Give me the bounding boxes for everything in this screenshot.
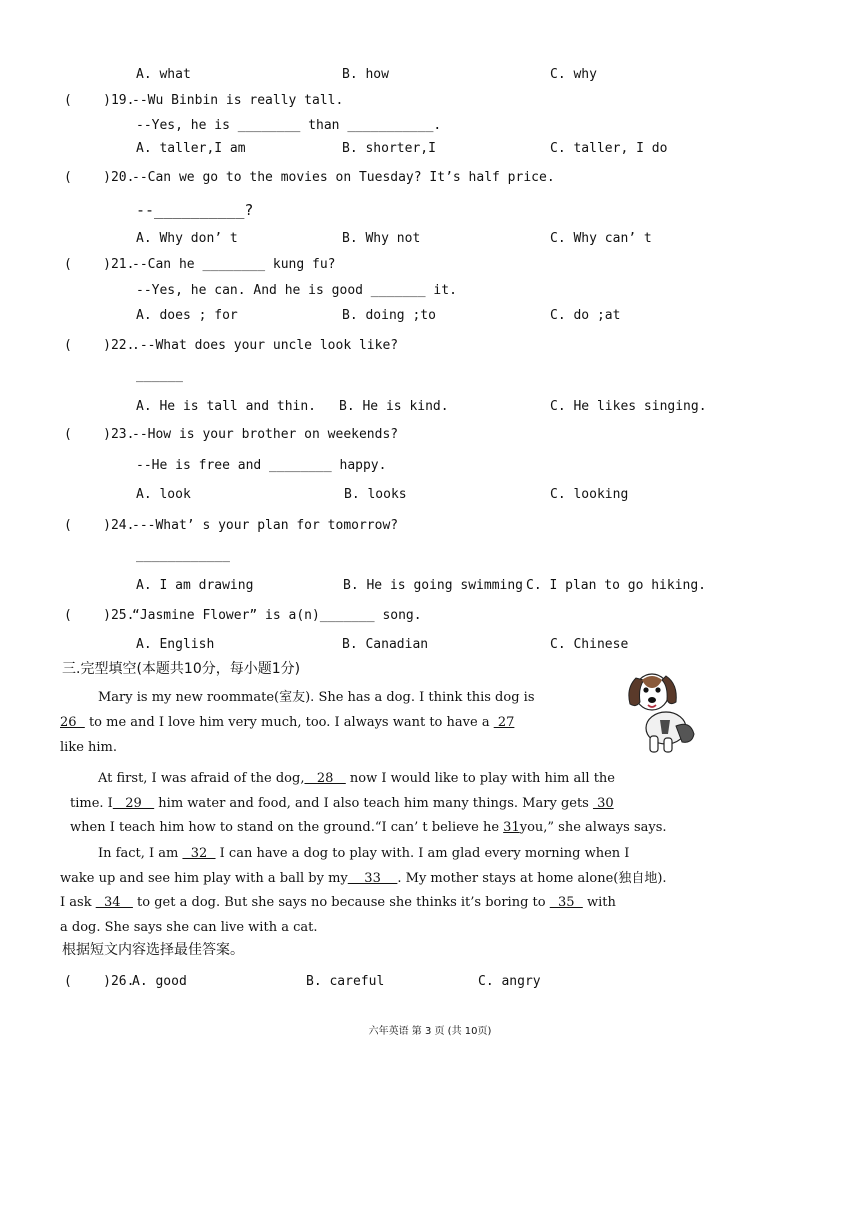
q21-stem: --Can he ________ kung fu? bbox=[132, 257, 336, 272]
q20-option-c: C. Why can’ t bbox=[550, 231, 652, 246]
section3-title: 三.完型填空(本题共10分，每小题1分) bbox=[62, 661, 301, 677]
p3-line4: a dog. She says she can live with a cat. bbox=[60, 920, 318, 935]
blank-35: 35 bbox=[549, 895, 583, 910]
p1-line2-text: to me and I love him very much, too. I always want to have a bbox=[84, 715, 494, 730]
q22-line2: ______ bbox=[136, 368, 183, 383]
p2-line2-text-a: time. I bbox=[70, 796, 113, 811]
q21-answer-paren: ( )21. bbox=[64, 257, 135, 272]
p3-line1 bbox=[98, 846, 629, 862]
p2-line1-text-a: At first, I was afraid of the dog, bbox=[98, 771, 305, 786]
p3-line3 bbox=[60, 895, 616, 911]
p3-line3-text-a: I ask bbox=[60, 895, 96, 910]
q26-option-c: C. angry bbox=[478, 974, 541, 989]
blank-29: 29 bbox=[112, 796, 155, 811]
q19-option-c: C. taller, I do bbox=[550, 141, 668, 156]
q19-stem: --Wu Binbin is really tall. bbox=[132, 93, 344, 108]
q24-answer-paren: ( )24. bbox=[64, 518, 135, 533]
p2-line2 bbox=[70, 796, 614, 812]
p2-line3 bbox=[70, 820, 667, 836]
p3-line2 bbox=[60, 871, 667, 887]
q24-stem: ---What’ s your plan for tomorrow? bbox=[132, 518, 399, 533]
q23-answer-paren: ( )23. bbox=[64, 427, 135, 442]
blank-27: 27 bbox=[493, 715, 515, 730]
q24-option-a: A. I am drawing bbox=[136, 578, 254, 593]
p2-line2-text-c: him water and food, and I also teach him many things. Mary gets bbox=[154, 796, 593, 811]
p1-line1: Mary is my new roommate(室友). She has a dog. I think this dog is bbox=[98, 690, 535, 705]
q19-option-b: B. shorter,I bbox=[342, 141, 436, 156]
q23-stem: --How is your brother on weekends? bbox=[132, 427, 399, 442]
p3-line3-text-c: to get a dog. But she says no because she thinks it’s boring to bbox=[132, 895, 550, 910]
q24-line2: ____________ bbox=[136, 548, 230, 563]
q22-answer-paren: ( )22. bbox=[64, 338, 135, 353]
q25-option-c: C. Chinese bbox=[550, 637, 629, 652]
blank-26: 26 bbox=[60, 715, 85, 730]
q25-answer-paren: ( )25. bbox=[64, 608, 135, 623]
p2-line3-text-c: you,” she always says. bbox=[519, 820, 667, 835]
blank-34: 34 bbox=[95, 895, 133, 910]
q25-stem: “Jasmine Flower” is a(n)_______ song. bbox=[132, 608, 422, 623]
p3-line2-text-a: wake up and see him play with a ball by my bbox=[60, 871, 348, 886]
q18-option-b: B. how bbox=[342, 67, 389, 82]
q19-line2: --Yes, he is ________ than ___________. bbox=[136, 118, 442, 133]
p1-line2 bbox=[60, 715, 514, 731]
p3-line2-text-c: . My mother stays at home alone(独自地). bbox=[397, 871, 667, 886]
q21-option-a: A. does ; for bbox=[136, 308, 238, 323]
blank-32: 32 bbox=[182, 846, 216, 861]
p2-line3-text-a: when I teach him how to stand on the ground.“I can’ t believe he bbox=[70, 820, 504, 835]
q21-option-b: B. doing ;to bbox=[342, 308, 436, 323]
blank-33: 33 bbox=[347, 871, 398, 886]
p3-line1-text-c: I can have a dog to play with. I am glad every morning when I bbox=[215, 846, 630, 861]
q23-line2: --He is free and ________ happy. bbox=[136, 458, 387, 473]
q23-option-b: B. looks bbox=[344, 487, 407, 502]
q19-option-a: A. taller,I am bbox=[136, 141, 246, 156]
q19-answer-paren: ( )19. bbox=[64, 93, 135, 108]
dog-illustration bbox=[624, 666, 700, 756]
p2-line1-text-c: now I would like to play with him all the bbox=[345, 771, 615, 786]
blank-30: 30 bbox=[592, 796, 614, 811]
blank-28: 28 bbox=[304, 771, 346, 786]
q25-option-a: A. English bbox=[136, 637, 215, 652]
q18-option-a: A. what bbox=[136, 67, 191, 82]
p1-line3: like him. bbox=[60, 740, 118, 755]
page-footer: 六年英语 第 3 页 (共 10页) bbox=[368, 1026, 492, 1037]
q26-option-a: A. good bbox=[132, 974, 187, 989]
q22-option-c: C. He likes singing. bbox=[550, 399, 707, 414]
q22-option-a: A. He is tall and thin. bbox=[136, 399, 317, 414]
q21-option-c: C. do ;at bbox=[550, 308, 621, 323]
p2-line1 bbox=[98, 771, 615, 787]
q24-option-c: C. I plan to go hiking. bbox=[526, 578, 707, 593]
q26-option-b: B. careful bbox=[306, 974, 385, 989]
q20-option-a: A. Why don’ t bbox=[136, 231, 238, 246]
q22-stem: .--What does your uncle look like? bbox=[132, 338, 399, 353]
p3-line1-text-a: In fact, I am bbox=[98, 846, 183, 861]
p3-line3-text-e: with bbox=[582, 895, 616, 910]
q22-option-b: B. He is kind. bbox=[339, 399, 449, 414]
q20-option-b: B. Why not bbox=[342, 231, 421, 246]
blank-31: 31 bbox=[503, 820, 520, 835]
q20-answer-paren: ( )20. bbox=[64, 170, 135, 185]
q24-option-b: B. He is going swimming bbox=[343, 578, 524, 593]
q25-option-b: B. Canadian bbox=[342, 637, 429, 652]
q23-option-c: C. looking bbox=[550, 487, 629, 502]
q20-line2: --__________? bbox=[136, 201, 254, 219]
section3-instruction: 根据短文内容选择最佳答案。 bbox=[62, 942, 244, 958]
q26-answer-paren: ( )26. bbox=[64, 974, 135, 989]
q21-line2: --Yes, he can. And he is good _______ it. bbox=[136, 283, 457, 298]
q20-stem: --Can we go to the movies on Tuesday? It’s half price. bbox=[132, 170, 555, 185]
q18-option-c: C. why bbox=[550, 67, 597, 82]
q23-option-a: A. look bbox=[136, 487, 191, 502]
